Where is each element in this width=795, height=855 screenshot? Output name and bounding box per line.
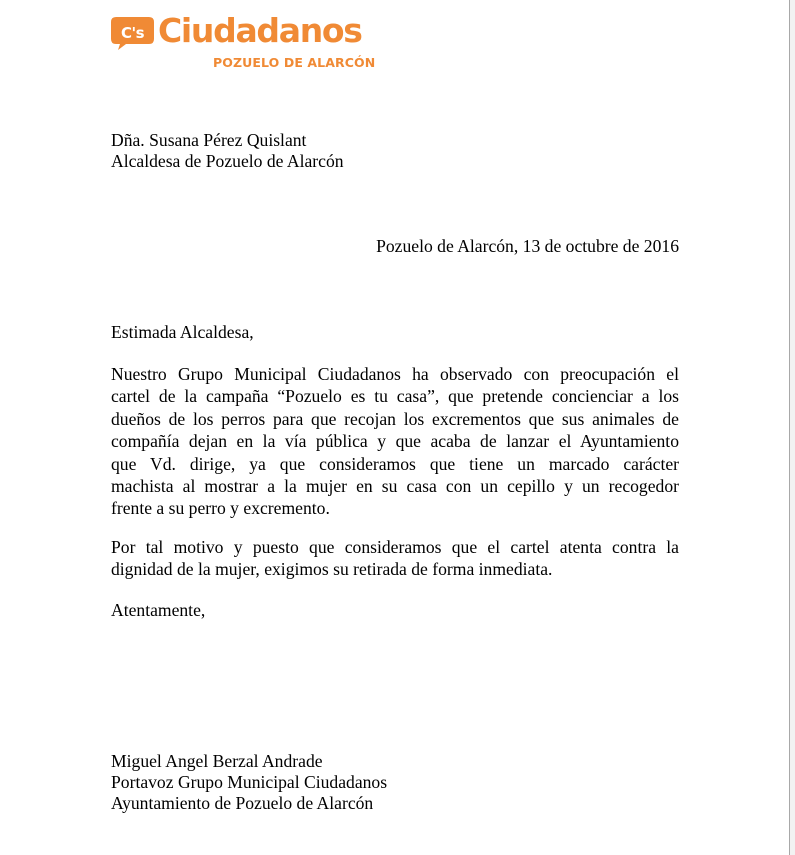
recipient-name: Dña. Susana Pérez Quislant [111, 130, 307, 150]
recipient-block [111, 130, 344, 172]
closing: Atentamente, [111, 600, 206, 620]
paragraph-line: Nuestro Grupo Municipal Ciudadanos ha observado con preocupación el [111, 364, 679, 384]
paragraph-line: compañía dejan en la vía pública y que acaba de lanzar el Ayuntamiento [111, 431, 679, 452]
logo-wordmark: Ciudadanos [158, 11, 362, 50]
logo-badge-text: C's [120, 24, 145, 42]
body-paragraph-2 [111, 536, 679, 581]
greeting: Estimada Alcaldesa, [111, 322, 254, 342]
ciudadanos-logo [110, 11, 380, 74]
date-line: Pozuelo de Alarcón, 13 de octubre de 2016 [376, 236, 679, 256]
paragraph-line: dueños de los perros para que recojan los excrementos que sus animales de [111, 408, 679, 429]
body-paragraph-1 [111, 363, 679, 520]
signature-block [111, 751, 387, 814]
paragraph-line: que Vd. dirige, ya que consideramos que tiene un marcado carácter [111, 453, 679, 474]
page-shadow [790, 0, 795, 855]
paragraph-line: Por tal motivo y puesto que consideramos que el cartel atenta contra la [111, 537, 679, 557]
paragraph-line: cartel de la campaña “Pozuelo es tu casa”, que pretende concienciar a los [111, 386, 679, 407]
paragraph-line: machista al mostrar a la mujer en su casa con un cepillo y un recogedor [111, 475, 679, 496]
signer-name: Miguel Angel Berzal Andrade [111, 751, 323, 771]
logo-subtitle: POZUELO DE ALARCÓN [213, 55, 376, 70]
signer-organization: Ayuntamiento de Pozuelo de Alarcón [111, 793, 374, 813]
recipient-position: Alcaldesa de Pozuelo de Alarcón [111, 151, 344, 171]
paragraph-line: frente a su perro y excremento. [111, 498, 330, 519]
paragraph-line: dignidad de la mujer, exigimos su retirada de forma inmediata. [111, 559, 553, 580]
signer-title: Portavoz Grupo Municipal Ciudadanos [111, 772, 388, 792]
